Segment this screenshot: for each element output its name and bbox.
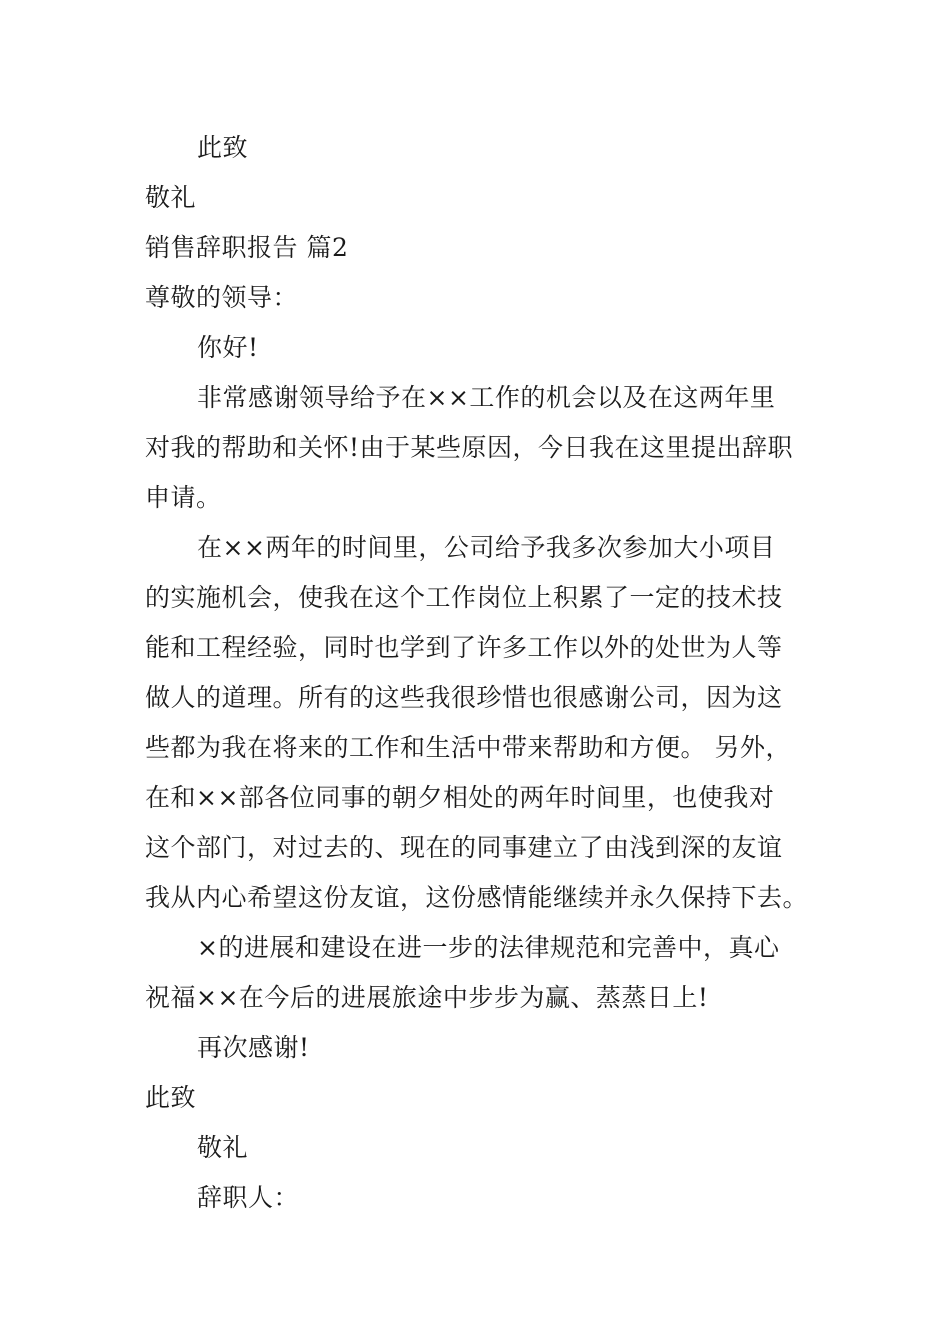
closing-regards: 敬礼: [145, 183, 197, 212]
thanks-again: 再次感谢!: [197, 1033, 310, 1062]
paragraph-2-line-2: 的实施机会，使我在这个工作岗位上积累了一定的技术技: [145, 583, 783, 612]
closing-salutation-2: 此致: [145, 1083, 197, 1112]
paragraph-1-line-1: 非常感谢领导给予在××工作的机会以及在这两年里: [197, 383, 776, 412]
paragraph-3-line-2: 祝福××在今后的进展旅途中步步为赢、蒸蒸日上!: [145, 983, 709, 1012]
paragraph-1-line-2: 对我的帮助和关怀!由于某些原因，今日我在这里提出辞职: [145, 433, 794, 462]
paragraph-1-line-3: 申请。: [145, 483, 222, 512]
closing-regards-2: 敬礼: [197, 1133, 249, 1162]
paragraph-2-line-6: 在和××部各位同事的朝夕相处的两年时间里，也使我对: [145, 783, 775, 812]
paragraph-2-line-7: 这个部门，对过去的、现在的同事建立了由浅到深的友谊: [145, 833, 783, 862]
paragraph-2-line-5: 些都为我在将来的工作和生活中带来帮助和方便。 另外，: [145, 733, 791, 762]
greeting-addressee: 尊敬的领导：: [145, 283, 299, 312]
signature-label: 辞职人：: [197, 1183, 300, 1212]
paragraph-2-line-8: 我从内心希望这份友谊，这份感情能继续并永久保持下去。: [145, 883, 809, 912]
paragraph-2-line-4: 做人的道理。所有的这些我很珍惜也很感谢公司，因为这: [145, 683, 783, 712]
paragraph-3-line-1: ×的进展和建设在进一步的法律规范和完善中，真心: [197, 933, 780, 962]
greeting: 你好!: [197, 333, 259, 362]
paragraph-2-line-3: 能和工程经验，同时也学到了许多工作以外的处世为人等: [145, 633, 783, 662]
section-title: 销售辞职报告 篇2: [145, 233, 349, 262]
paragraph-2-line-1: 在××两年的时间里，公司给予我多次参加大小项目: [197, 533, 776, 562]
closing-salutation: 此致: [197, 133, 249, 162]
